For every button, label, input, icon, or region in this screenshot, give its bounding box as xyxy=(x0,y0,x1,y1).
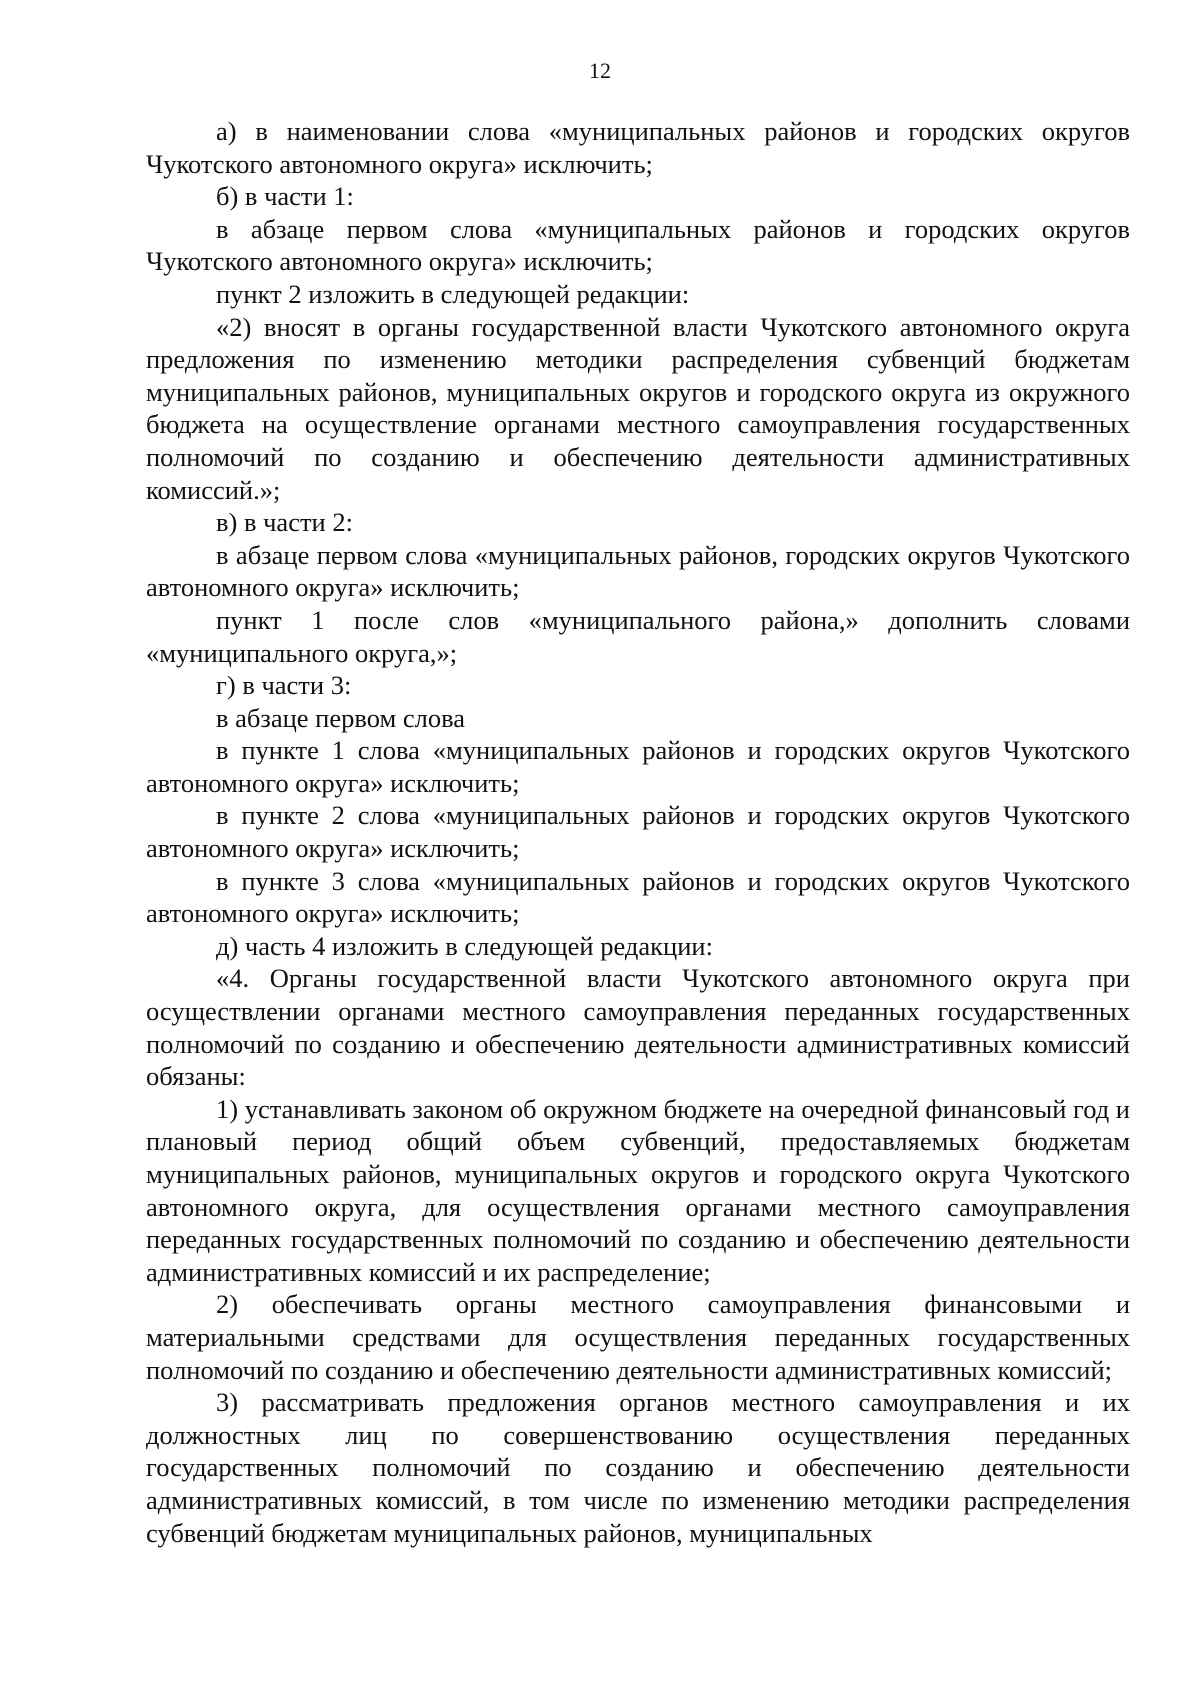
paragraph-d-part-4: «4. Органы государственной власти Чукотского автономного округа при осуществлении органами местного самоуправления переданных государственных полномочий по созданию и обеспечению деятельности административных комиссий обязаны: xyxy=(146,963,1130,1092)
paragraph-g-punkt-1: в пункте 1 слова «муниципальных районов и городских округов Чукотского автономного округа» исключить; xyxy=(146,735,1130,798)
page-number: 12 xyxy=(589,58,611,83)
paragraph-d-item-3: 3) рассматривать предложения органов местного самоуправления и их должностных лиц по совершенствованию осуществления переданных государственных полномочий по созданию и обеспечению деятельности административных комиссий, в том числе по изменению методики распределения субвенций бюджетам муниципальных районов, муниципальных xyxy=(146,1387,1130,1548)
paragraph-g-punkt-2: в пункте 2 слова «муниципальных районов и городских округов Чукотского автономного округа» исключить; xyxy=(146,800,1130,864)
paragraph-a: а) в наименовании слова «муниципальных районов и городских округов Чукотского автономного округа» исключить; xyxy=(146,116,1130,179)
paragraph-v-punkt-1: пункт 1 после слов «муниципального района,» дополнить словами «муниципального округа,»; xyxy=(146,604,1130,668)
paragraph-b-punkt-2: пункт 2 изложить в следующей редакции: xyxy=(216,278,690,309)
paragraph-v-abzac: в абзаце первом слова «муниципальных районов, городских округов Чукотского автономного округа» исключить; xyxy=(146,539,1130,603)
paragraph-b: б) в части 1: xyxy=(216,181,354,212)
paragraph-b-punkt-2-text: «2) вносят в органы государственной власти Чукотского автономного округа предложения по изменению методики распределения субвенций бюджетам муниципальных районов, муниципальных округов и городского округа из окружного бюджета на осуществление органами местного самоуправления государственных полномочий по созданию и обеспечению деятельности административных комиссий.»; xyxy=(146,311,1130,505)
paragraph-b-abzac: в абзаце первом слова «муниципальных районов и городских округов Чукотского автономного округа» исключить; xyxy=(146,213,1130,277)
document-body xyxy=(146,115,1130,1549)
paragraph-g-punkt-3: в пункте 3 слова «муниципальных районов и городских округов Чукотского автономного округа» исключить; xyxy=(146,865,1130,929)
paragraph-v: в) в части 2: xyxy=(216,507,353,538)
paragraph-g: г) в части 3: xyxy=(216,670,352,701)
paragraph-d: д) часть 4 изложить в следующей редакции: xyxy=(216,930,713,961)
paragraph-g-abzac: в абзаце первом слова xyxy=(216,702,466,733)
paragraph-d-item-2: 2) обеспечивать органы местного самоуправления финансовыми и материальными средствами для осуществления переданных государственных полномочий по созданию и обеспечению деятельности административных комиссий; xyxy=(146,1289,1130,1385)
paragraph-d-item-1: 1) устанавливать законом об окружном бюджете на очередной финансовый год и плановый период общий объем субвенций, предоставляемых бюджетам муниципальных районов, муниципальных округов и городского округа Чукотского автономного округа, для осуществления органами местного самоуправления переданных государственных полномочий по созданию и обеспечению деятельности административных комиссий и их распределение; xyxy=(146,1093,1130,1287)
